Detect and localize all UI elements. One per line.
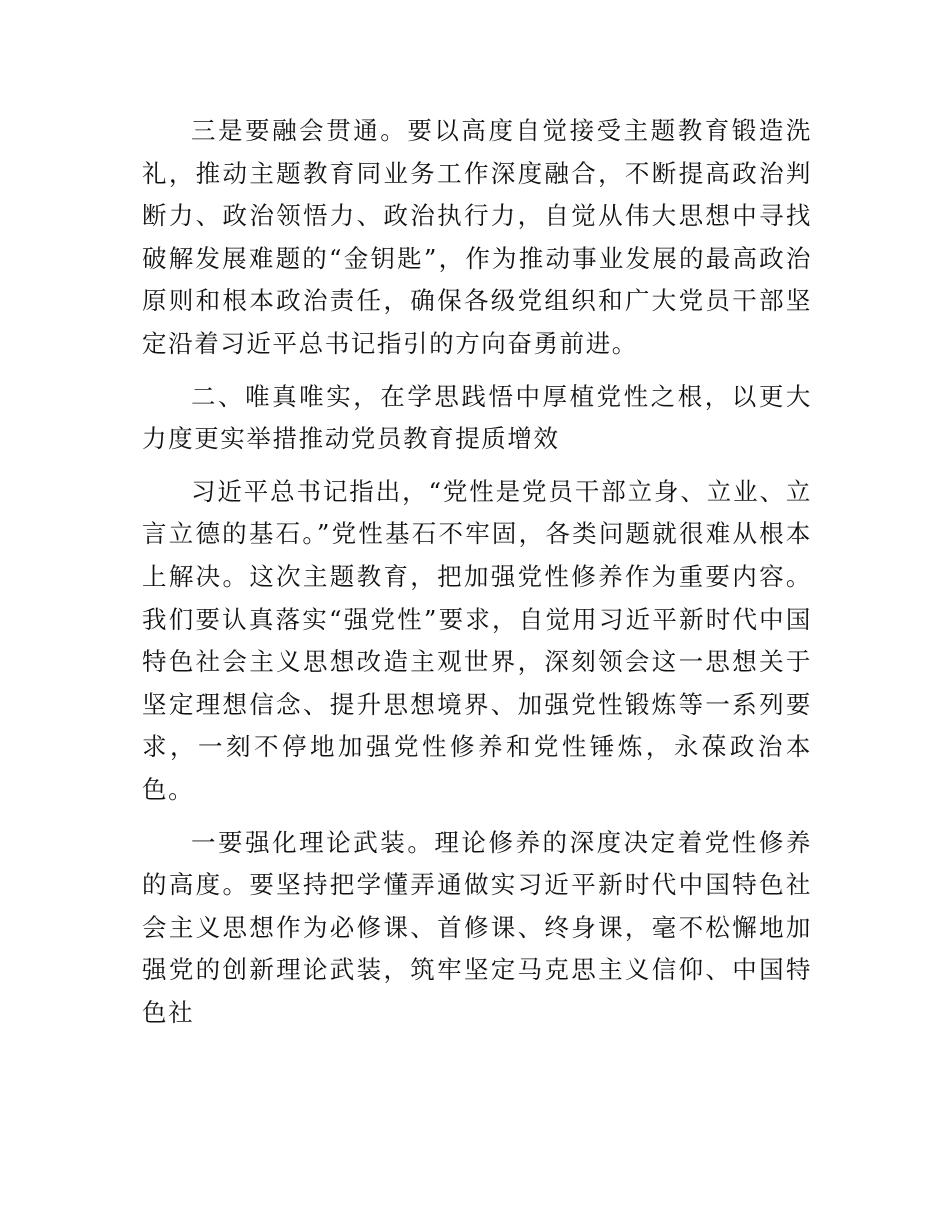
section-heading-two: 二、唯真唯实，在学思践悟中厚植党性之根，以更大力度更实举措推动党员教育提质增效	[142, 381, 812, 454]
paragraph-party-spirit: 习近平总书记指出，“党性是党员干部立身、立业、立言立德的基石。”党性基石不牢固，各类问题就很难从根本上解决。这次主题教育，把加强党性修养作为重要内容。我们要认真落实“强党性”要求，自觉用习近平新时代中国特色社会主义思想改造主观世界，深刻领会这一思想关于坚定理想信念、提升思想境界、加强党性锻炼等一系列要求，一刻不停地加强党性修养和党性锤炼，永葆政治本色。	[142, 476, 812, 804]
paragraph-integration: 三是要融会贯通。要以高度自觉接受主题教育锻造洗礼，推动主题教育同业务工作深度融合，不断提高政治判断力、政治领悟力、政治执行力，自觉从伟大思想中寻找破解发展难题的“金钥匙”，作为推动事业发展的最高政治原则和根本政治责任，确保各级党组织和广大党员干部坚定沿着习近平总书记指引的方向奋勇前进。	[142, 116, 812, 358]
document-body	[142, 110, 812, 1044]
paragraph-theory-armament: 一要强化理论武装。理论修养的深度决定着党性修养的高度。要坚持把学懂弄通做实习近平新时代中国特色社会主义思想作为必修课、首修课、终身课，毫不松懈地加强党的创新理论武装，筑牢坚定马克思主义信仰、中国特色社	[142, 827, 812, 1027]
